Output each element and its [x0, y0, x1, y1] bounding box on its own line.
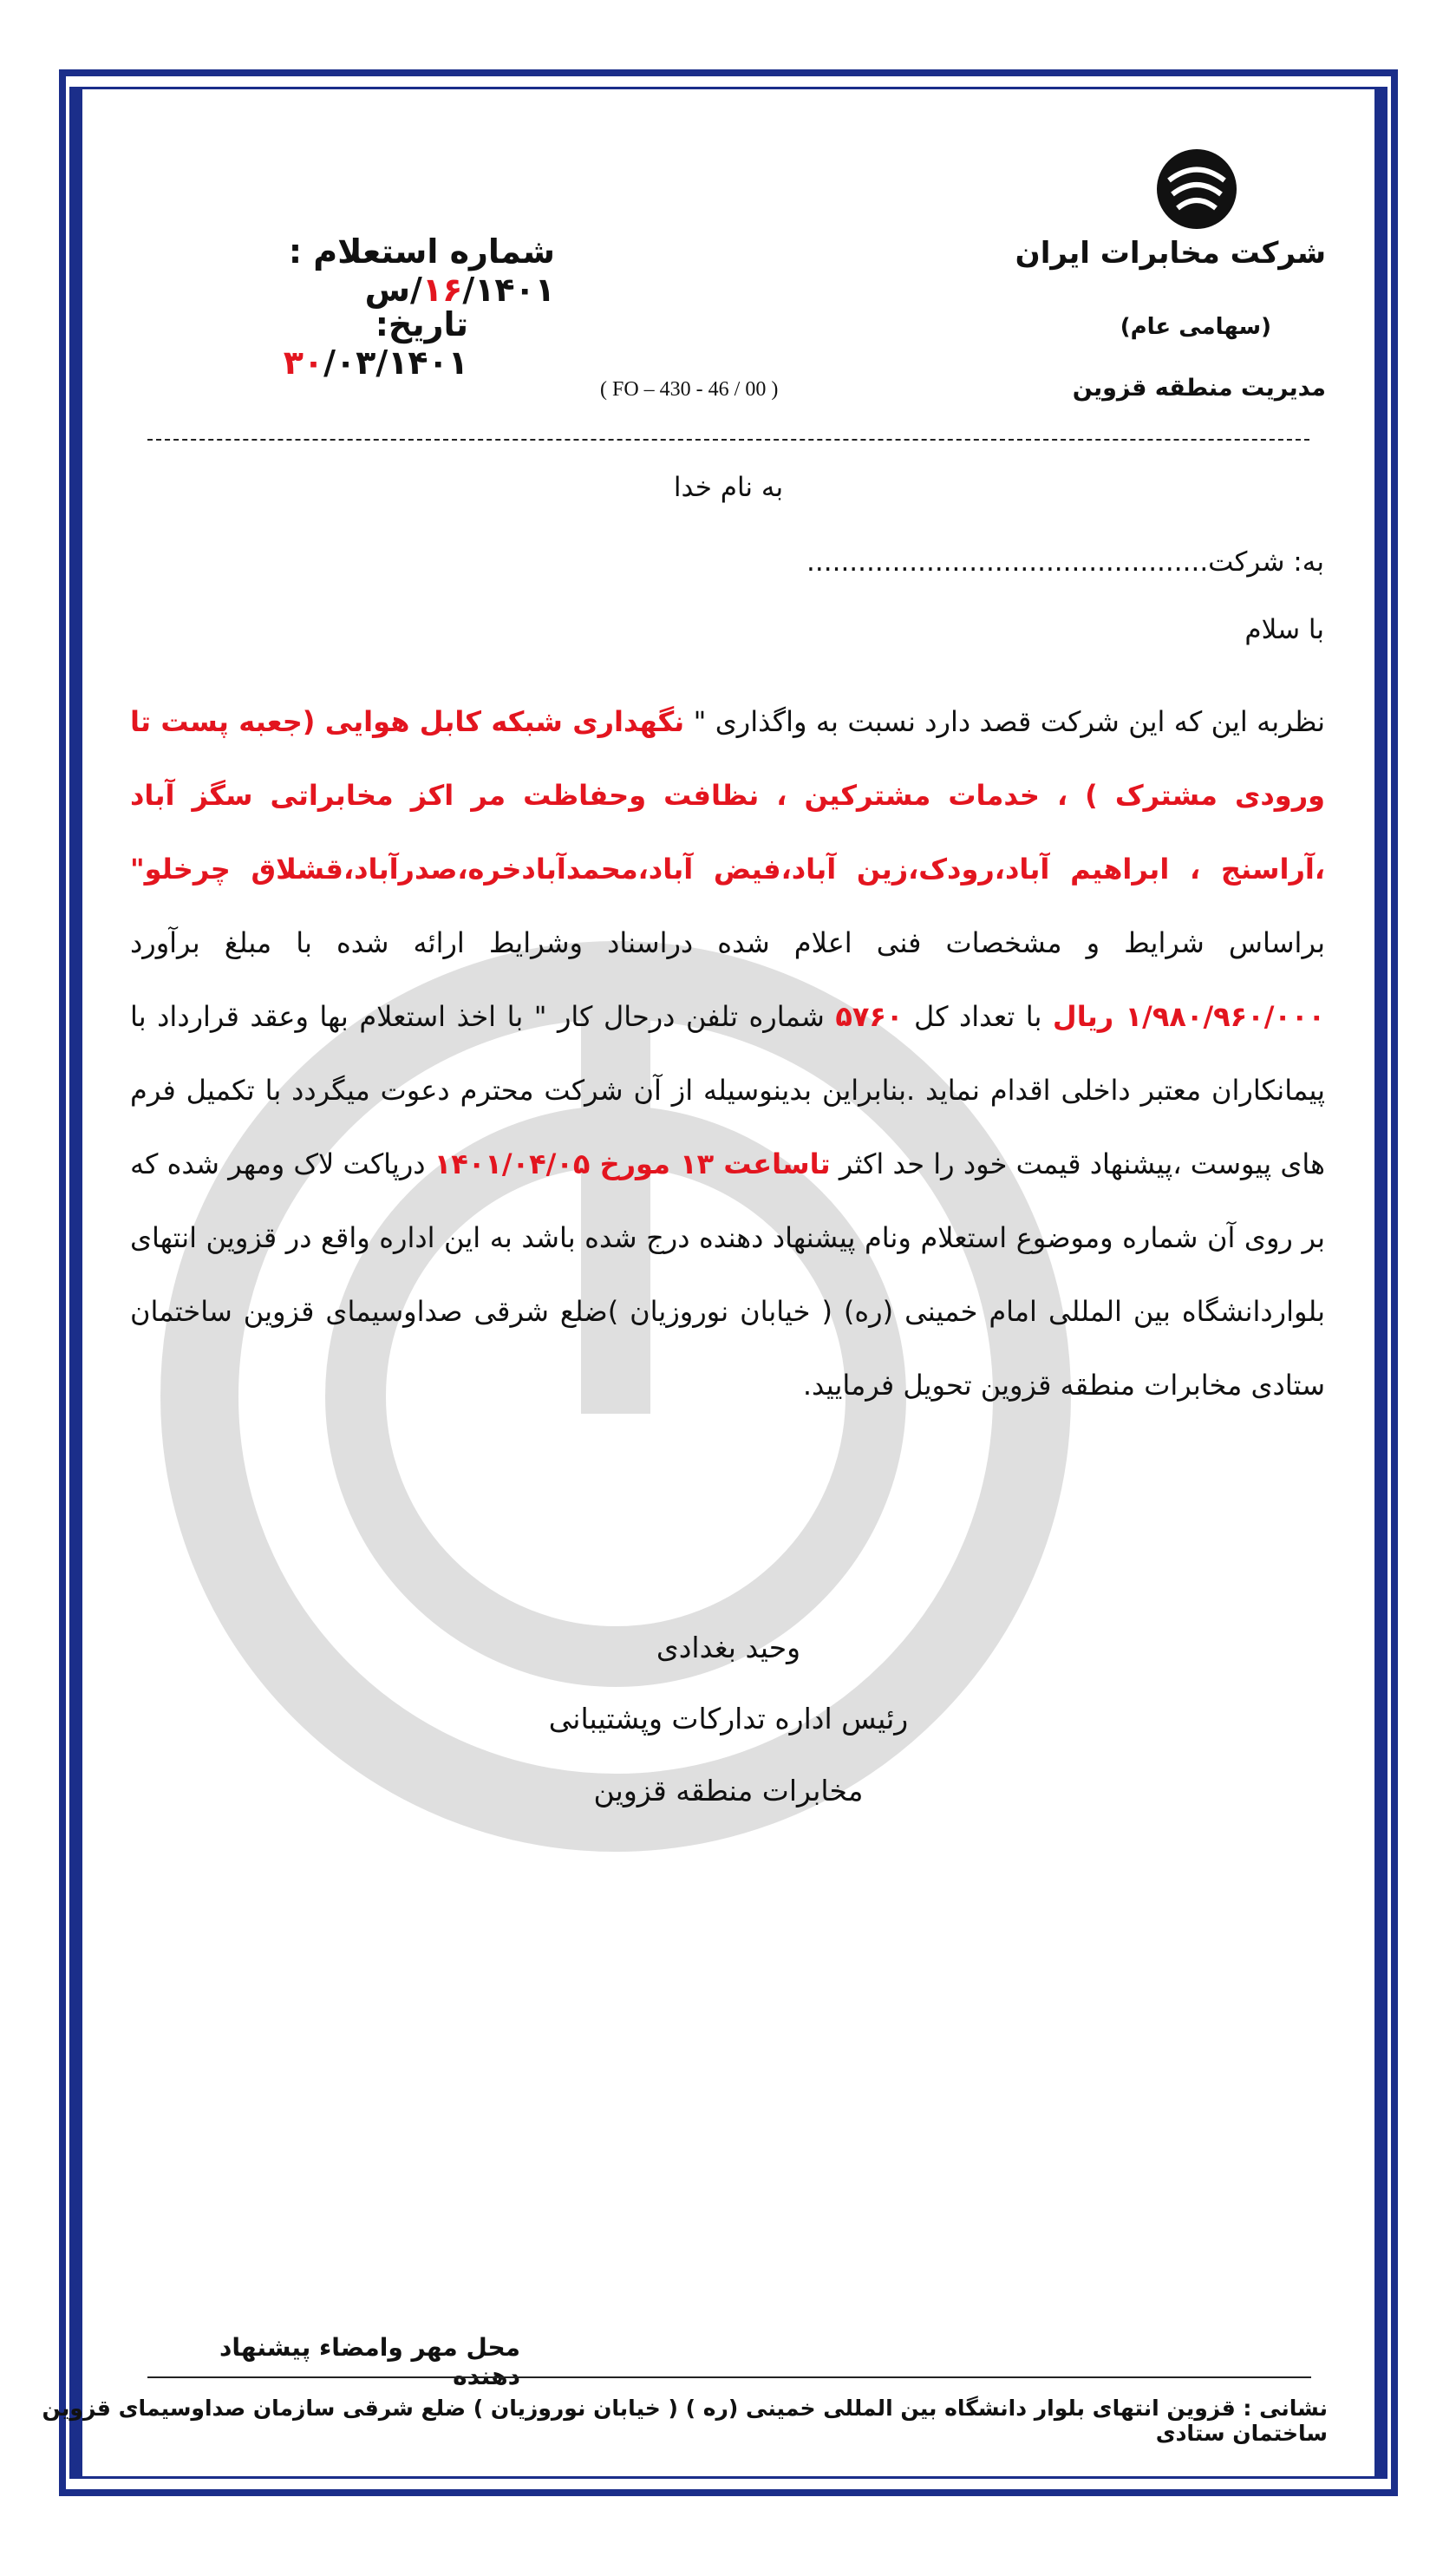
header-divider	[147, 439, 1309, 441]
date-rest: /۰۳/۱۴۰۱	[323, 343, 468, 382]
body-text-4: شماره تلفن درحال کار " با اخذ استعلام بها وعقد قرارداد با پیمانکاران معتبر داخلی اقدام نماید .بنابراین بدینوسیله از آن شرکت محترم دعوت میگردد با تکمیل فرم های پیوست ،پیشنهاد قیمت خود را حد اکثر	[130, 1000, 1326, 1180]
company-name: شرکت مخابرات ایران	[1015, 236, 1326, 271]
body-highlight-count: ۵۷۶۰	[835, 1000, 904, 1033]
body-highlight-amount: ۱/۹۸۰/۹۶۰/۰۰۰ ریال	[1052, 1000, 1326, 1033]
footer-divider	[147, 2376, 1311, 2378]
signer-org: مخابرات منطقه قزوین	[593, 1774, 864, 1808]
inquiry-label: شماره استعلام :	[288, 232, 555, 271]
body-highlight-deadline: تاساعت ۱۳ مورخ ۱۴۰۱/۰۴/۰۵	[434, 1147, 831, 1180]
body-text-3: با تعداد کل	[903, 1000, 1053, 1033]
basmala: به نام خدا	[673, 472, 784, 503]
date-label: تاریخ:	[375, 305, 468, 343]
body-text-2: براساس شرایط و مشخصات فنی اعلام شده دراسناد وشرایط ارائه شده با مبلغ برآورد	[130, 926, 1325, 959]
letter-body	[130, 685, 1325, 1422]
inquiry-number-red: ۱۶	[421, 271, 463, 309]
body-text-1: نظربه این که این شرکت قصد دارد نسبت به واگذاری "	[684, 705, 1326, 738]
seal-place: محل مهر وامضاء پیشنهاد دهنده	[219, 2333, 520, 2390]
letter-date	[191, 305, 468, 382]
inquiry-number-rest: /۱۴۰۱/س	[364, 271, 555, 309]
tci-logo-icon	[1153, 146, 1240, 232]
region-name: مدیریت منطقه قزوین	[1072, 375, 1326, 402]
form-code: ( FO – 430 - 46 / 00 )	[600, 378, 779, 401]
company-type: (سهامی عام)	[1120, 314, 1271, 340]
body-text-5: درپاکت لاک ومهر شده که بر روی آن شماره وموضوع استعلام ونام پیشنهاد دهنده درج شده باشد به این اداره واقع در قزوین انتهای بلواردانشگاه بین المللی امام خمینی (ره) ( خیابان نوروزیان )ضلع شرقی صداوسیمای قزوین ساختمان ستادی مخابرات منطقه قزوین تحویل فرمایید.	[130, 1147, 1325, 1402]
body-highlight-subject: نگهداری شبکه کابل هوایی (جعبه پست تا ورودی مشترک ) ، خدمات مشترکین ، نظافت وحفاظت مر اکز مخابراتی سگز آباد ،آراسنج ، ابراهیم آباد،رودک،زین آباد،فیض آباد،محمدآبادخره،صدرآباد،قشلاق چرخلو"	[130, 705, 1325, 886]
recipient: به: شرکت...............................................	[806, 546, 1324, 578]
date-red: ۳۰	[283, 343, 324, 382]
signer-name: وحید بغدادی	[656, 1631, 801, 1664]
signer-title: رئیس اداره تدارکات وپشتیبانی	[548, 1702, 909, 1736]
page-border-right	[1377, 87, 1387, 2479]
inquiry-number	[173, 232, 555, 309]
greeting: با سلام	[1244, 614, 1324, 645]
address: نشانی : قزوین انتهای بلوار دانشگاه بین المللی خمینی (ره ) ( خیابان نوروزیان ) ضلع شرقی سازمان صداوسیمای قزوین ساختمان ستادی	[42, 2396, 1328, 2446]
page-border-left	[69, 87, 80, 2479]
